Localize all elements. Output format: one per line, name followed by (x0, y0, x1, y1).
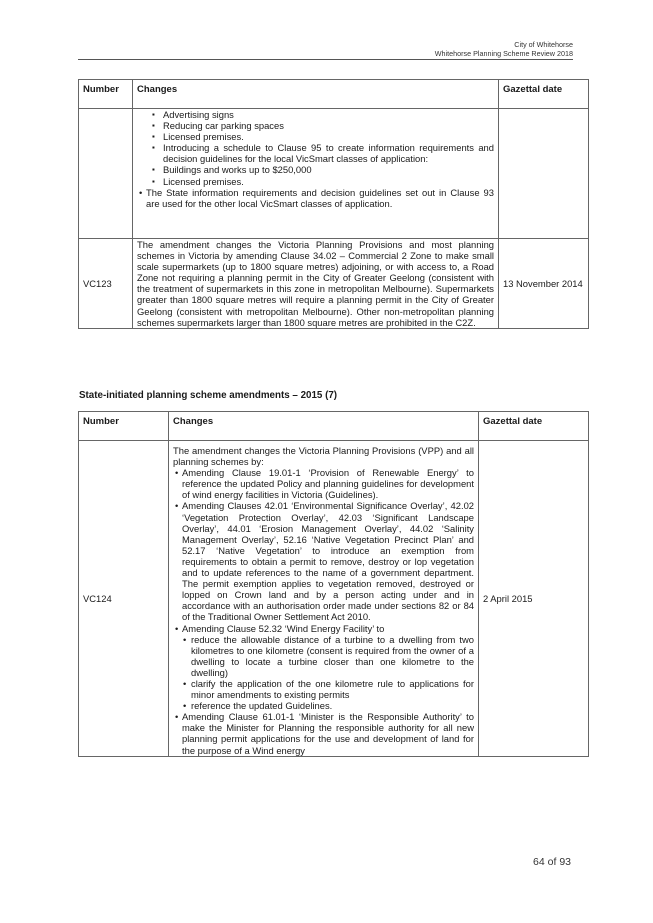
amendment-number: VC123 (79, 239, 133, 329)
column-header-gazettal-date: Gazettal date (499, 80, 589, 109)
list-item: ▪ Reducing car parking spaces (137, 120, 494, 131)
page-number: 64 of 93 (533, 856, 571, 868)
header-document-title: Whitehorse Planning Scheme Review 2018 (434, 49, 573, 58)
amendment-number: VC124 (79, 441, 169, 757)
list-item: ▪ Advertising signs (137, 109, 494, 120)
list-item: • Amending Clause 61.01-1 ‘Minister is the Responsible Authority’ to make the Minister for Planning the responsible authority for all new planning permit applications for the use and development of land for the purpose of a Wind energy (173, 711, 474, 755)
list-item: • Amending Clause 19.01-1 ‘Provision of Renewable Energy’ to reference the updated Policy and planning guidelines for development of wind energy facilities in Victoria (Guidelines). (173, 467, 474, 500)
list-item: • Amending Clause 52.32 ‘Wind Energy Facility’ to (173, 623, 474, 634)
list-item: ▪ Licensed premises. (137, 176, 494, 187)
changes-intro: The amendment changes the Victoria Planning Provisions (VPP) and all planning schemes by: (173, 445, 474, 468)
table-row-vc124 (79, 441, 589, 757)
sub-list-item: • reference the updated Guidelines. (173, 700, 474, 711)
list-item: • Amending Clauses 42.01 ‘Environmental Significance Overlay’, 42.02 ‘Vegetation Protection Overlay’, 42.03 ‘Significant Landscape Overlay’, 44.01 ‘Erosion Management Overlay’, 44.02 ‘Salinity Management Overlay’, 52.16 ‘Native Vegetation Precinct Plan’ and 52.17 ‘Native Vegetation’ to introduce an exemption from requirements to obtain a permit to remove, destroy or lop vegetation and to update references to the name of a government department. The permit exemption applies to vegetation removed, destroyed or lopped on Crown land and by a person acting under and in accordance with an authorisation order made under sections 82 or 84 of the Traditional Owner Settlement Act 2010. (173, 500, 474, 622)
date-cell-empty (499, 109, 589, 239)
table-header-row (79, 412, 589, 441)
header-organisation: City of Whitehorse (514, 40, 573, 49)
column-header-number: Number (79, 80, 133, 109)
changes-list (173, 467, 474, 755)
changes-cell (133, 109, 499, 239)
list-item: ▪ Introducing a schedule to Clause 95 to create information requirements and decision guidelines for the local VicSmart classes of application: (137, 142, 494, 164)
gazettal-date: 13 November 2014 (499, 239, 589, 329)
amendments-table-2014 (78, 79, 589, 329)
amendment-changes (169, 441, 479, 757)
amendment-changes: The amendment changes the Victoria Planning Provisions and most planning schemes in Victoria by amending Clause 34.02 – Commercial 2 Zone to make small scale supermarkets (up to 1800 square metres) adjoining, or with access to, a Road Zone not requiring a planning permit in the City of Greater Geelong (consistent with the treatment of supermarkets in this zone in metropolitan Melbourne). Supermarkets greater than 1800 square metres will require a planning permit in the City of Greater Geelong (consistent with metropolitan Melbourne). Other non-metropolitan planning schemes supermarkets larger than 1800 square metres are prohibited in the C2Z. (133, 239, 499, 329)
amendments-table-2015 (78, 411, 589, 757)
gazettal-date: 2 April 2015 (479, 441, 589, 757)
sub-list-item: • reduce the allowable distance of a turbine to a dwelling from two kilometres to one kilometre (consent is required from the owner of a dwelling to locate a turbine closer than one kilometre to the dwelling) (173, 634, 474, 678)
sub-list-item: • clarify the application of the one kilometre rule to applications for minor amendments to existing permits (173, 678, 474, 700)
column-header-changes: Changes (133, 80, 499, 109)
number-cell-empty (79, 109, 133, 239)
list-item: ▪ Buildings and works up to $250,000 (137, 164, 494, 175)
list-item-note: • The State information requirements and decision guidelines set out in Clause 93 are used for the other local VicSmart classes of application. (137, 187, 494, 209)
column-header-number: Number (79, 412, 169, 441)
vicsmart-bullet-list (137, 109, 494, 209)
column-header-gazettal-date: Gazettal date (479, 412, 589, 441)
table-row-continued (79, 109, 589, 239)
table-header-row (79, 80, 589, 109)
section-heading: State-initiated planning scheme amendments – 2015 (7) (79, 390, 338, 401)
table-row-vc123 (79, 239, 589, 329)
list-item: ▪ Licensed premises. (137, 131, 494, 142)
column-header-changes: Changes (169, 412, 479, 441)
header-divider (78, 59, 573, 60)
page-header (435, 40, 573, 58)
